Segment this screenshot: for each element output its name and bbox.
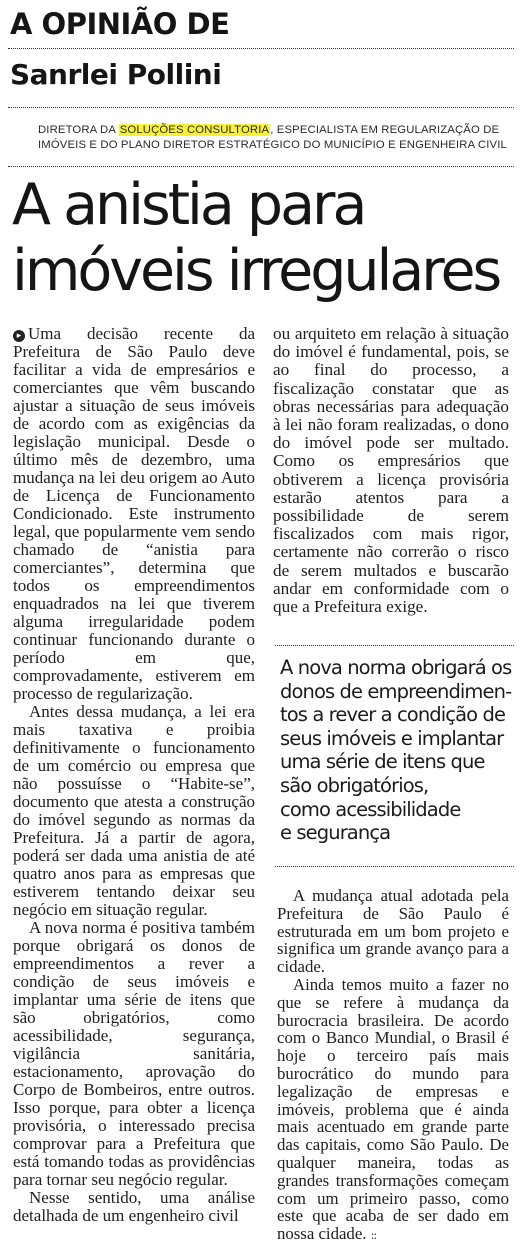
bio-highlighted-company: SOLUÇÕES CONSULTORIA — [119, 124, 270, 136]
article-paragraph: Nesse sentido, uma análise detalhada de um engenheiro civil — [13, 1188, 255, 1225]
end-mark-icon: :: — [370, 1229, 377, 1243]
headline-line: A anistia para — [12, 172, 365, 238]
pull-quote-line: donos de empreendimen- — [280, 679, 512, 703]
headline-line: imóveis irregulares — [12, 238, 500, 304]
article-paragraph: A nova norma é positiva também porque obrigará os donos de empreendimentos a rever a condição de seus imóveis e implantar uma série de itens que são obrigatórios, como acessibilidade, segurança, vigilância sanitária, estacionamento, aprovação do Corpo de Bombeiros, entre outros. Isso porque, para obter a licença provisória, o interessado precisa comprovar para a Prefeitura que está tomando todas as providências para tornar seu negócio regular. — [13, 918, 255, 1189]
pull-quote-line: são obrigatórios, — [280, 773, 429, 797]
dotted-divider — [275, 645, 514, 646]
pull-quote-line: uma série de itens que — [280, 750, 485, 774]
article-paragraph: ou arquiteto em relação à situação do imóvel é fundamental, pois, se ao final do processo, a fiscalização constatar que as obras necessárias para adequação à lei não foram realizadas, o dono do imóvel pode ser multado. Como os empresários que obtiverem a licença provisória estarão atentos para a possibilidade de serem fiscalizados com mais rigor, certamente não correrão o risco de serem multados e buscarão andar em conformidade com o que a Prefeitura exige. — [273, 324, 509, 617]
dotted-divider — [8, 166, 514, 167]
column-kicker: A OPINIÃO DE — [10, 7, 230, 41]
bio-text: IMÓVEIS E DO PLANO DIRETOR ESTRATÉGICO DO MUNICÍPIO E ENGENHEIRA CIVIL — [38, 139, 507, 151]
article-paragraph — [277, 976, 509, 1245]
pull-quote-line: e segurança — [280, 821, 391, 845]
article-paragraph: A mudança atual adotada pela Prefeitura de São Paulo é estruturada em um bom projeto e significa um grande avanço para a cidade. — [277, 886, 509, 977]
pull-quote-line: como acessibilidade — [280, 797, 461, 821]
arrow-bullet-icon: ▸ — [13, 330, 25, 342]
pull-quote-line: A nova norma obrigará os — [280, 656, 512, 679]
article-paragraph — [13, 325, 255, 703]
pull-quote-line: seus imóveis e implantar — [280, 726, 504, 750]
dotted-divider — [8, 107, 514, 108]
article-headline — [12, 172, 499, 304]
article-column-3 — [277, 887, 509, 1245]
dotted-divider — [8, 48, 514, 49]
article-column-2 — [273, 325, 509, 616]
pull-quote — [280, 656, 512, 845]
author-bio — [38, 123, 514, 153]
paragraph-text: Uma decisão recente da Prefeitura de São Paulo deve facilitar a vida de empresários e comerciantes que vêm buscando ajustar a situação de seus imóveis de acordo com as exigências da legislação municipal. Desde o último mês de dezembro, uma mudança na lei deu origem ao Auto de Licença de Funcionamento Condicionado. Este instrumento legal, que popularmente vem sendo chamado de “anistia para comerciantes”, determina que todos os empreendimentos enquadrados na lei que tiverem alguma irregularidade podem continuar funcionando durante o período em que, comprovadamente, estiverem em processo de regularização. — [13, 324, 255, 703]
dotted-divider — [275, 866, 514, 867]
pull-quote-line: tos a rever a condição de — [280, 703, 506, 727]
bio-text: , ESPECIALISTA EM REGULARIZAÇÃO DE — [270, 124, 500, 136]
article-column-1 — [13, 325, 255, 1225]
paragraph-text: Ainda temos muito a fazer no que se refere à mudança da burocracia brasileira. De acordo com o Banco Mundial, o Brasil é hoje o terceiro país mais burocrático do mundo para legalização de empresas e imóveis, problema que é ainda mais acentuado em grande parte das capitais, como São Paulo. De qualquer maneira, todas as grandes transformações começam com um primeiro passo, como este que acaba de ser dado em nossa cidade. — [277, 974, 509, 1244]
article-paragraph: Antes dessa mudança, a lei era mais taxativa e proibia definitivamente o funcionamento de um comércio ou empresa que não possuísse o “Habite-se”, documento que atesta a construção do imóvel segundo as normas da Prefeitura. Já a partir de agora, poderá ser dada uma anistia de até quatro anos para as empresas que estiverem tentando deixar seu negócio em situação regular. — [13, 702, 255, 919]
author-name: Sanrlei Pollini — [10, 58, 222, 91]
bio-text: DIRETORA DA — [38, 124, 119, 136]
